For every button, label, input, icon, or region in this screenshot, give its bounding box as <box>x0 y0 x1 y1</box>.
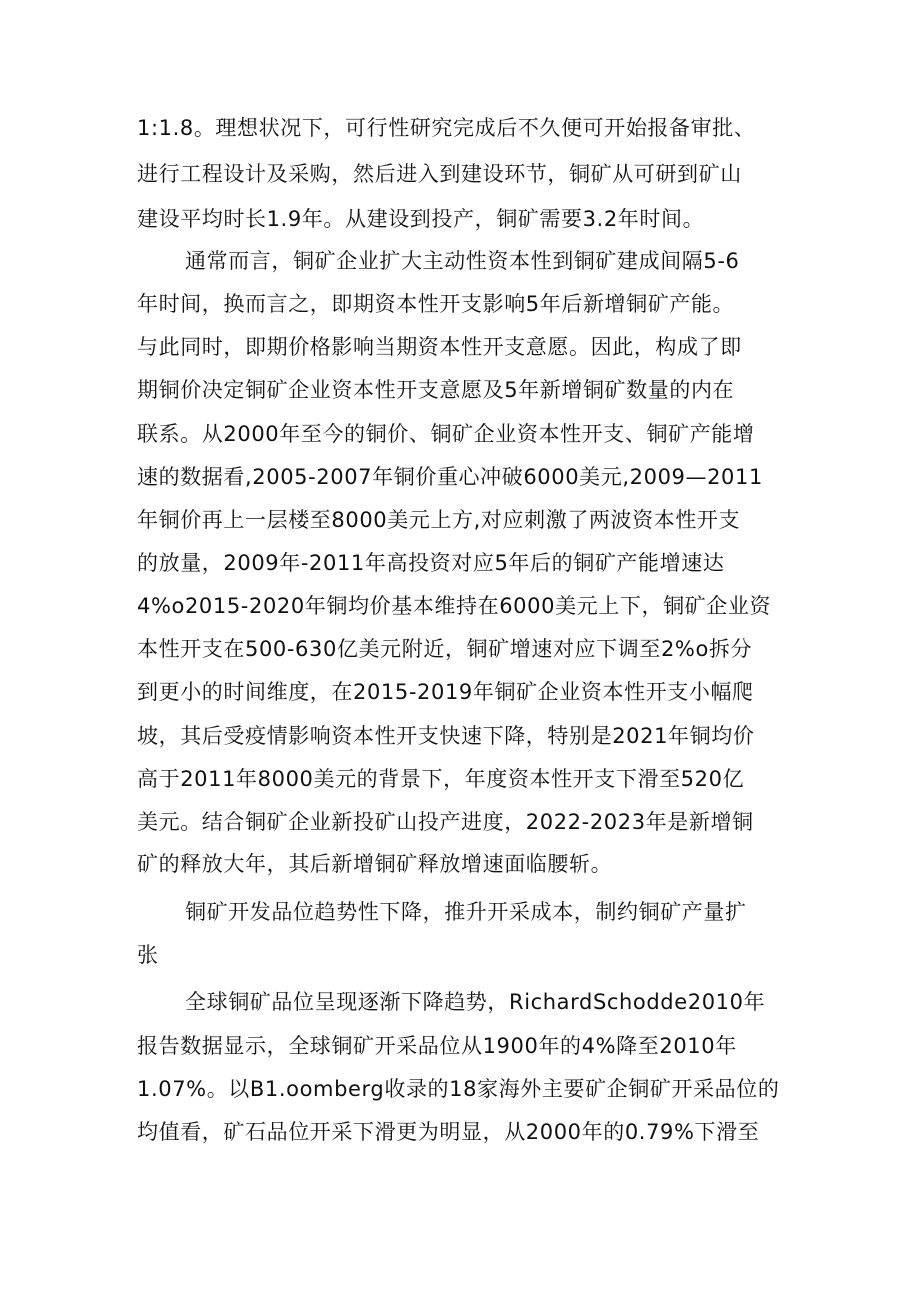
text-line: 与此同时，即期价格影响当期资本性开支意愿。因此，构成了即 <box>137 335 742 359</box>
text-line: 速的数据看,2005-2007年铜价重心冲破6000美元,2009—2011 <box>137 465 763 489</box>
paragraph-1-line-2 <box>0 158 920 190</box>
paragraph-2-line-1 <box>0 245 920 277</box>
text-line: 年时间，换而言之，即期资本性开支影响5年后新增铜矿产能。 <box>137 292 735 316</box>
paragraph-2-line-2 <box>0 288 920 320</box>
paragraph-2-line-15 <box>0 848 920 880</box>
text-line: 坡，其后受疫情影响资本性开支快速下降，特别是2021年铜均价 <box>137 724 755 748</box>
paragraph-1-line-1 <box>0 112 920 144</box>
paragraph-2-line-5 <box>0 418 920 450</box>
paragraph-2-line-12 <box>0 720 920 752</box>
text-line: 1.07%。以B1.oomberg收录的18家海外主要矿企铜矿开采品位的 <box>137 1077 780 1101</box>
section-heading: 铜矿开发品位趋势性下降，推升开采成本，制约铜矿产量扩 <box>185 900 747 924</box>
text-line: 年铜价再上一层楼至8000美元上方,对应刺激了两波资本性开支 <box>137 508 741 532</box>
paragraph-2-line-11 <box>0 676 920 708</box>
paragraph-2-line-13 <box>0 763 920 795</box>
section-heading-line-2 <box>0 939 920 971</box>
text-line: 均值看，矿石品位开采下滑更为明显，从2000年的0.79%下滑至 <box>137 1120 760 1144</box>
paragraph-3-line-2 <box>0 1030 920 1062</box>
paragraph-1-line-3 <box>0 203 920 235</box>
paragraph-2-line-4 <box>0 374 920 406</box>
paragraph-2-line-8 <box>0 547 920 579</box>
text-line: 进行工程设计及采购，然后进入到建设环节，铜矿从可研到矿山 <box>137 162 742 186</box>
text-line: 建设平均时长1.9年。从建设到投产，铜矿需要3.2年时间。 <box>137 207 705 231</box>
paragraph-2-line-6 <box>0 461 920 493</box>
paragraph-2-line-3 <box>0 331 920 363</box>
section-heading-line-1 <box>0 896 920 928</box>
text-line: 美元。结合铜矿企业新投矿山投产进度，2022-2023年是新增铜 <box>137 810 754 834</box>
text-line: 矿的释放大年，其后新增铜矿释放增速面临腰斩。 <box>137 852 613 876</box>
text-line: 高于2011年8000美元的背景下，年度资本性开支下滑至520亿 <box>137 767 745 791</box>
paragraph-2-line-14 <box>0 806 920 838</box>
text-line: 通常而言，铜矿企业扩大主动性资本性到铜矿建成间隔5-6 <box>185 249 740 273</box>
text-line: 1:1.8。理想状况下，可行性研究完成后不久便可开始报备审批、 <box>137 116 756 140</box>
paragraph-3-line-1 <box>0 986 920 1018</box>
paragraph-3-line-4 <box>0 1116 920 1148</box>
paragraph-3-line-3 <box>0 1073 920 1105</box>
text-line: 报告数据显示，全球铜矿开采品位从1900年的4%降至2010年 <box>137 1034 737 1058</box>
text-line: 全球铜矿品位呈现逐渐下降趋势，RichardSchodde2010年 <box>185 990 766 1014</box>
text-line: 本性开支在500-630亿美元附近，铜矿增速对应下调至2%o拆分 <box>137 637 753 661</box>
text-line: 4%o2015-2020年铜均价基本维持在6000美元上下，铜矿企业资 <box>137 594 772 618</box>
paragraph-2-line-7 <box>0 504 920 536</box>
text-line: 到更小的时间维度，在2015-2019年铜矿企业资本性开支小幅爬 <box>137 680 754 704</box>
section-heading: 张 <box>137 943 159 967</box>
text-line: 的放量，2009年-2011年高投资对应5年后的铜矿产能增速达 <box>137 551 725 575</box>
paragraph-2-line-10 <box>0 633 920 665</box>
paragraph-2-line-9 <box>0 590 920 622</box>
text-line: 联系。从2000年至今的铜价、铜矿企业资本性开支、铜矿产能增 <box>137 422 755 446</box>
text-line: 期铜价决定铜矿企业资本性开支意愿及5年新增铜矿数量的内在 <box>137 378 735 402</box>
